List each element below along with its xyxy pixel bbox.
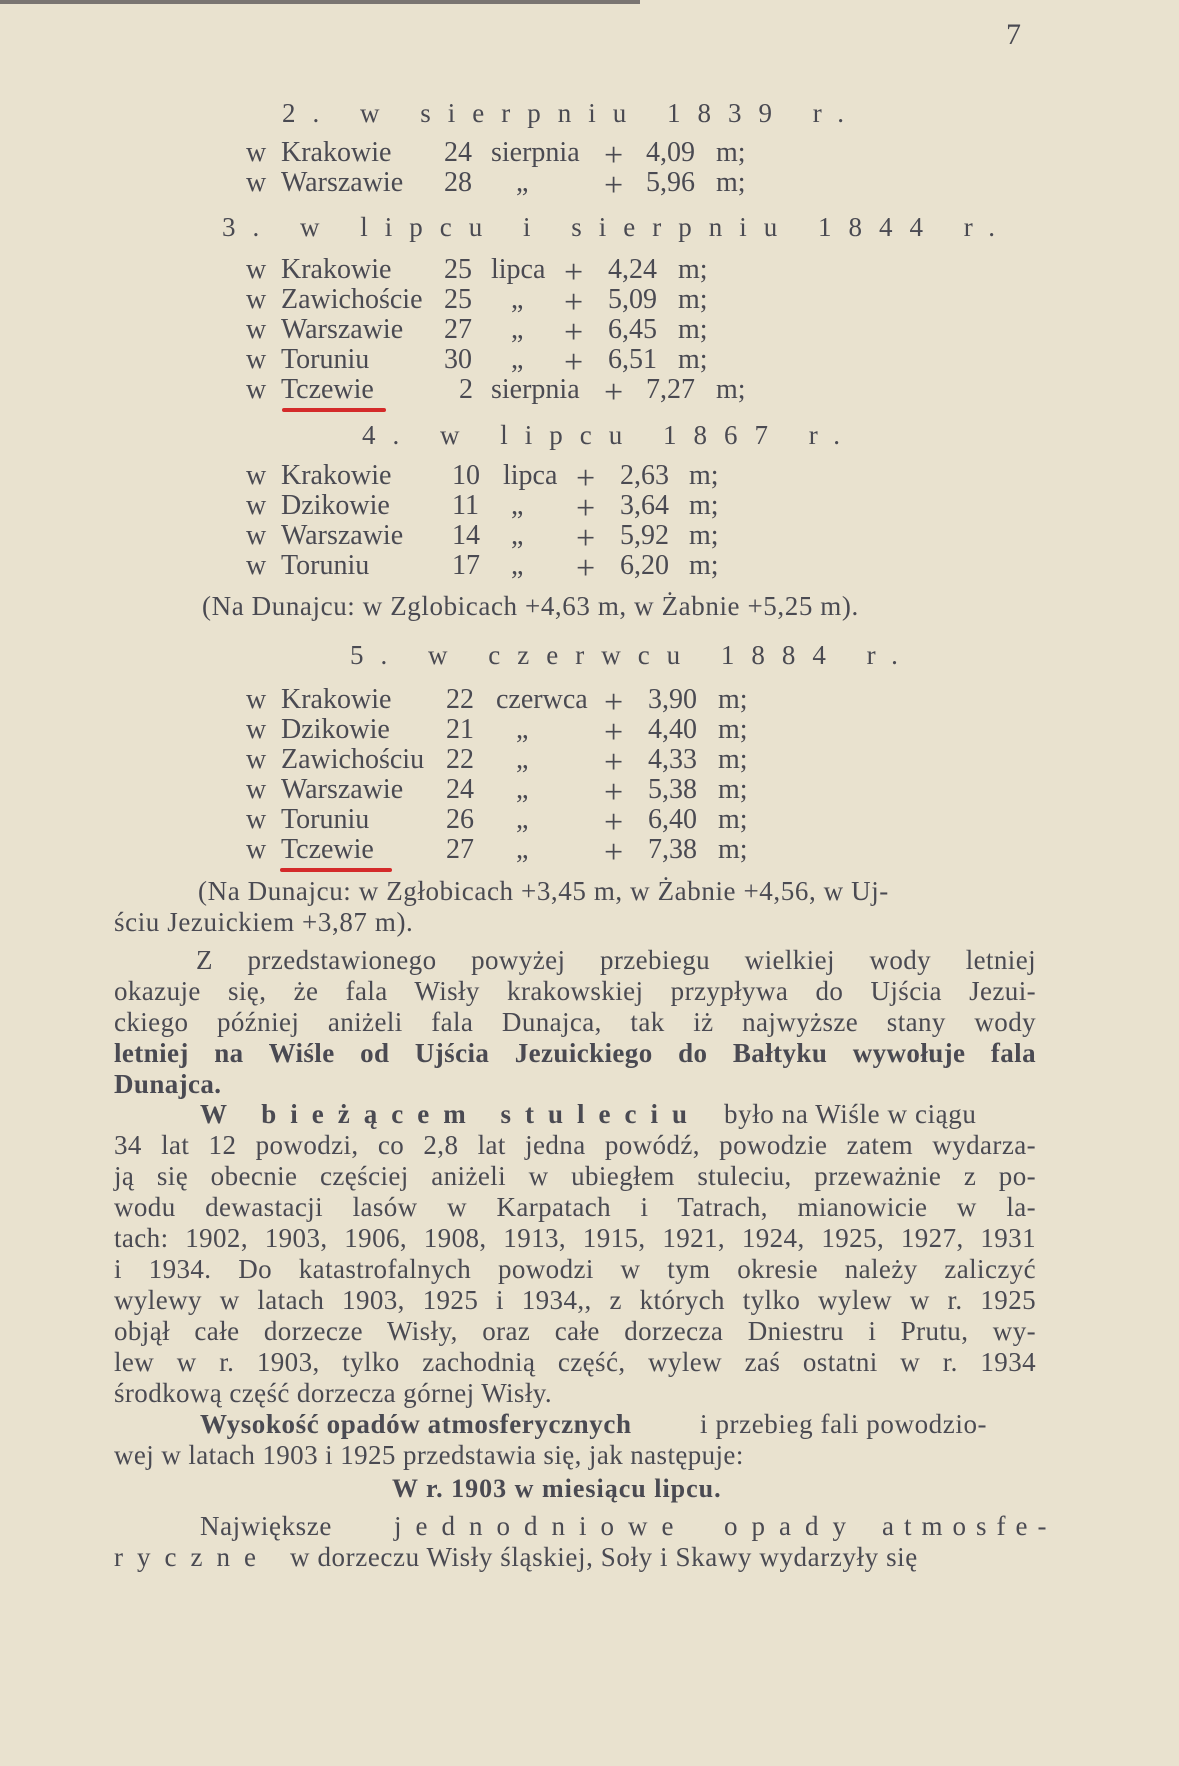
paragraph-line: w dorzeczu Wisły śląskiej, Soły i Skawy wydarzyły się (290, 1542, 918, 1572)
paragraph-line: lew w r. 1903, tylko zachodnią część, wylew zaś ostatni w r. 1934 (114, 1347, 1036, 1377)
bold-phrase: Wysokość opadów atmosferycznych (200, 1409, 632, 1439)
paragraph-line: tach: 1902, 1903, 1906, 1908, 1913, 1915, 1921, 1924, 1925, 1927, 1931 (114, 1223, 1036, 1253)
section-heading-1839: 2. w sierpniu 1839 r. (282, 98, 861, 128)
paragraph-line: i przebieg fali powodzio- (700, 1409, 988, 1439)
spaced-word: opady (724, 1511, 860, 1541)
dunajec-note-1884-line2: ściu Jezuickiem +3,87 m). (114, 907, 414, 937)
paragraph-line: środkową część dorzecza górnej Wisły. (114, 1378, 553, 1408)
paragraph-word: Największe (200, 1511, 332, 1541)
paragraph-line: okazuje się, że fala Wisły krakowskiej przypływa do Ujścia Jezui- (114, 976, 1036, 1006)
page-top-rule (0, 0, 640, 4)
paragraph-line: wylewy w latach 1903, 1925 i 1934,, z których tylko wylew w r. 1925 (114, 1285, 1036, 1315)
paragraph-line: było na Wiśle w ciągu (724, 1099, 977, 1129)
dunajec-note-1867: (Na Dunajcu: w Zglobicach +4,63 m, w Żabnie +5,25 m). (202, 591, 859, 621)
paragraph-line: i 1934. Do katastrofalnych powodzi w tym okresie należy zaliczyć (114, 1254, 1036, 1284)
paragraph-line: Z przedstawionego powyżej przebiegu wielkiej wody letniej (196, 945, 1036, 975)
paragraph-line: wej w latach 1903 i 1925 przedstawia się, jak następuje: (114, 1440, 744, 1470)
red-underline (282, 408, 386, 412)
section-heading-1844: 3. w lipcu i sierpniu 1844 r. (222, 212, 1012, 242)
paragraph-line: objął całe dorzecze Wisły, oraz całe dorzecza Dniestru i Prutu, wy- (114, 1316, 1036, 1346)
section-heading-1867: 4. w lipcu 1867 r. (362, 420, 857, 450)
paragraph-line: letniej na Wiśle od Ujścia Jezuickiego do Bałtyku wywołuje fala (114, 1038, 1036, 1068)
paragraph-line: ją się obecnie częściej aniżeli w ubiegłem stuleciu, przeważnie z po- (114, 1161, 1036, 1191)
paragraph-line: ckiego później aniżeli fala Dunajca, tak iż najwyższe stany wody (114, 1007, 1036, 1037)
page-number: 7 (1006, 18, 1021, 51)
paragraph-line: wodu dewastacji lasów w Karpatach i Tatrach, mianowicie w la- (114, 1192, 1036, 1222)
section-heading-1884: 5. w czerwcu 1884 r. (350, 640, 915, 670)
spaced-phrase: W bieżącem stuleciu (200, 1099, 701, 1129)
spaced-word: atmosfe- (882, 1511, 1057, 1541)
spaced-word: jednodniowe (394, 1511, 688, 1541)
red-underline (280, 868, 392, 872)
subheading-1903: W r. 1903 w miesiącu lipcu. (392, 1474, 722, 1503)
paragraph-line: Dunajca. (114, 1069, 222, 1099)
paragraph-line: 34 lat 12 powodzi, co 2,8 lat jedna powódź, powodzie zatem wydarza- (114, 1130, 1036, 1160)
dunajec-note-1884-line1: (Na Dunajcu: w Zgłobicach +3,45 m, w Żabnie +4,56, w Uj- (198, 876, 889, 906)
spaced-word: ryczne (114, 1542, 270, 1572)
